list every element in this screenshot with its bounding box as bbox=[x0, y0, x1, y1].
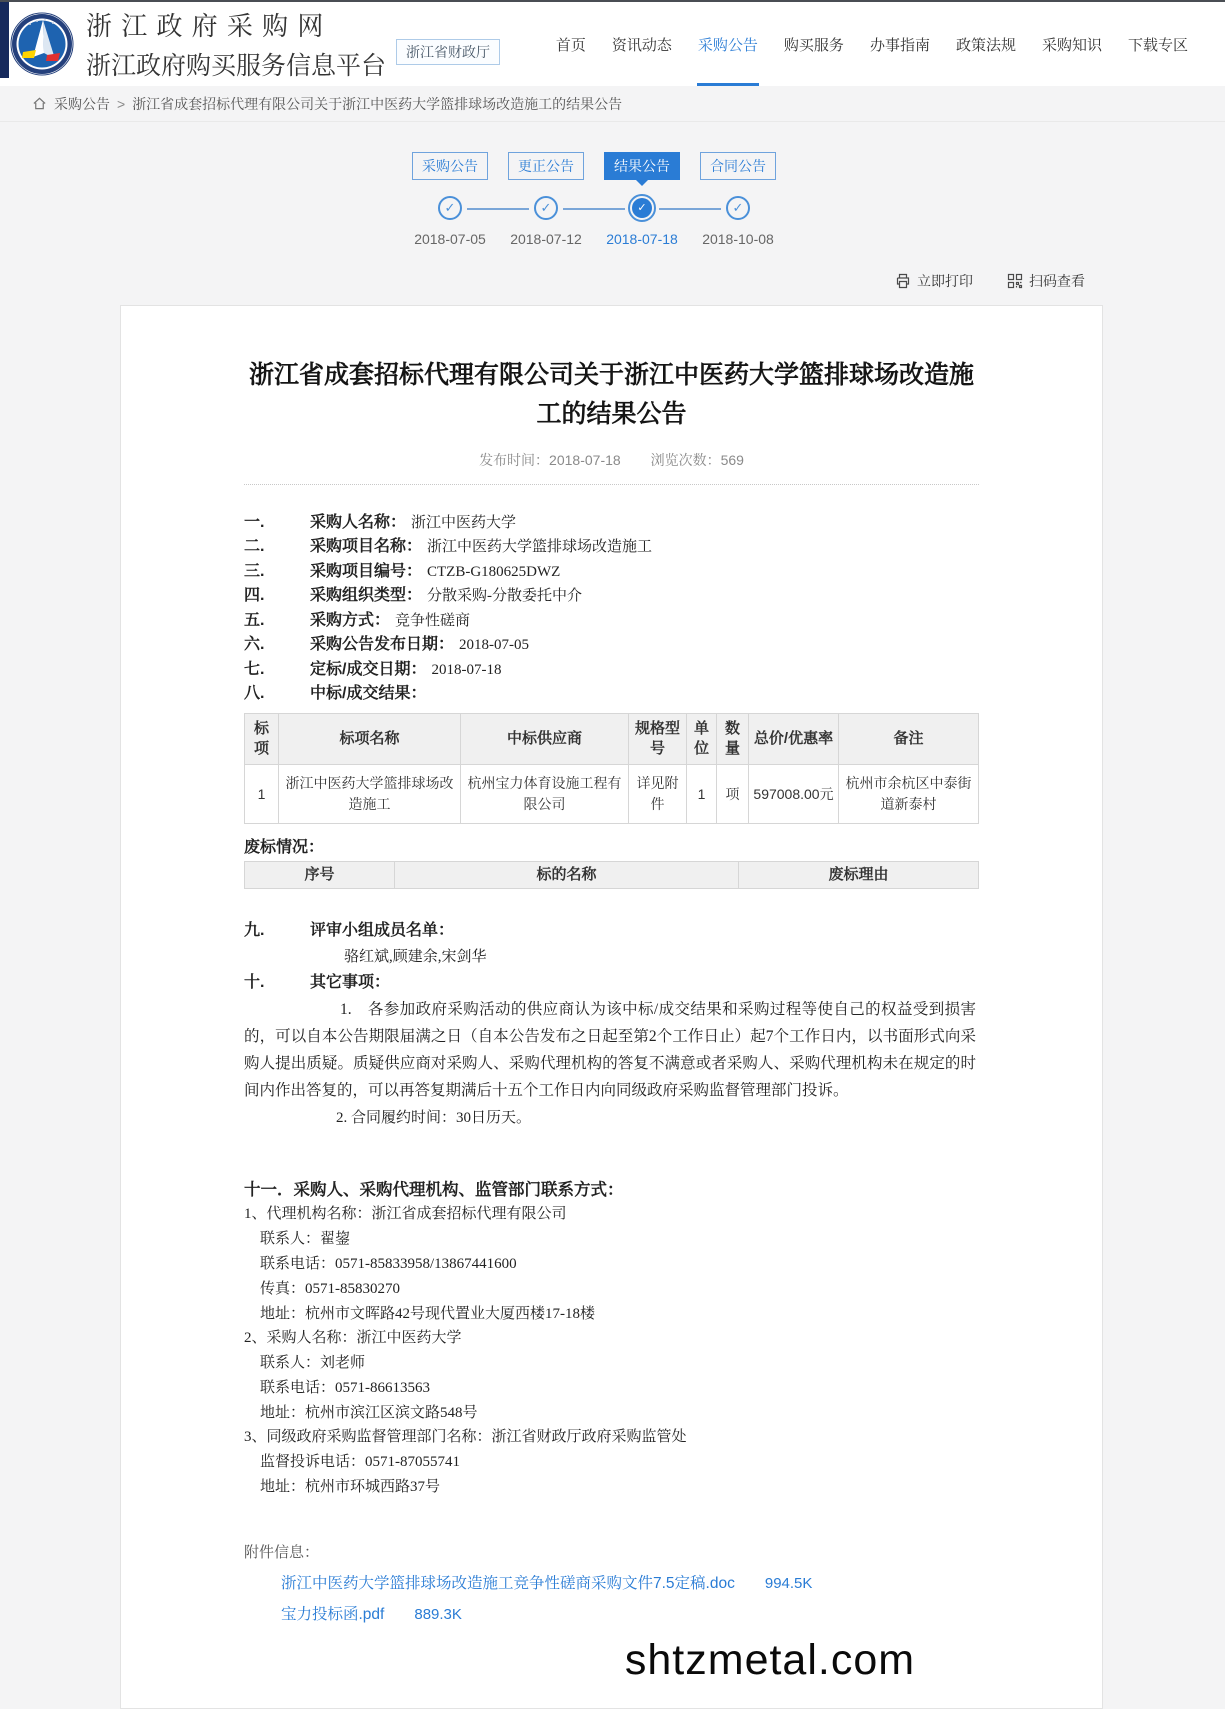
contact-group-2 bbox=[244, 1329, 976, 1423]
item-value bbox=[426, 682, 431, 707]
stepper-step-4 bbox=[690, 152, 786, 247]
info-item-2 bbox=[244, 535, 976, 560]
contact-line: 监督投诉电话：0571-87055741 bbox=[260, 1454, 460, 1471]
attachment-row-1 bbox=[281, 1571, 976, 1593]
site-subtitle: 浙江政府购买服务信息平台 bbox=[86, 52, 387, 80]
item-label: 采购人名称： bbox=[310, 513, 407, 531]
step-date: 2018-07-05 bbox=[414, 231, 486, 247]
contact-line: 地址：杭州市环城西路37号 bbox=[260, 1479, 441, 1496]
scan-qr-button[interactable] bbox=[1007, 271, 1085, 291]
view-count: 浏览次数：569 bbox=[650, 451, 744, 468]
table-header-row bbox=[245, 862, 979, 889]
table-header-cell: 标的名称 bbox=[395, 862, 739, 889]
table-header-cell: 废标理由 bbox=[739, 862, 979, 889]
nav-item-1[interactable]: 首页 bbox=[555, 36, 586, 54]
contact-group-1 bbox=[244, 1205, 976, 1324]
site-logo-emblem bbox=[10, 12, 74, 76]
other-matters-paragraph: 1. 各参加政府采购活动的供应商认为该中标/成交结果和采购过程等使自己的权益受到损害的，可以自本公告期限届满之日（自本公告发布之日起至第2个工作日止）起7个工作日内，以书面形式向采购人提出质疑。质疑供应商对采购人、采购代理机构的答复不满意或者采购人、采购代理机构未在规定的时间内作出答复的，可以再答复期满后十五个工作日内向同级政府采购监督管理部门投诉。 bbox=[244, 1001, 976, 1100]
info-item-8 bbox=[244, 682, 976, 707]
attachments-section bbox=[244, 1541, 976, 1624]
print-button-label: 立即打印 bbox=[917, 273, 973, 289]
breadcrumb-root[interactable]: 采购公告 bbox=[54, 95, 110, 112]
section-number: 十. bbox=[244, 973, 265, 991]
table-header-cell: 规格型号 bbox=[629, 713, 687, 765]
table-cell: 杭州宝力体育设施工程有限公司 bbox=[461, 765, 629, 824]
announcement-stepper bbox=[402, 152, 786, 247]
step-date: 2018-07-12 bbox=[510, 231, 582, 247]
step-label[interactable]: 更正公告 bbox=[508, 152, 584, 180]
publish-time: 发布时间：2018-07-18 bbox=[479, 451, 621, 468]
breadcrumb-current: 浙江省成套招标代理有限公司关于浙江中医药大学篮排球场改造施工的结果公告 bbox=[132, 95, 623, 112]
step-check-inner: ✓ bbox=[632, 198, 652, 218]
item-number: 一. bbox=[244, 513, 265, 531]
print-button[interactable] bbox=[895, 271, 973, 291]
contact-group-title: 3、同级政府采购监督管理部门名称：浙江省财政厅政府采购监管处 bbox=[244, 1429, 687, 1446]
contact-line: 联系电话：0571-86613563 bbox=[260, 1380, 430, 1397]
info-item-7 bbox=[244, 658, 976, 683]
item-value: 2018-07-18 bbox=[431, 661, 502, 678]
item-label: 采购方式： bbox=[310, 611, 391, 629]
nav-item-3[interactable]: 采购公告 bbox=[685, 2, 771, 86]
item-number: 三. bbox=[244, 562, 265, 580]
item-label: 中标/成交结果： bbox=[310, 685, 427, 702]
item-value: CTZB-G180625DWZ bbox=[427, 563, 561, 580]
item-value: 2018-07-05 bbox=[459, 637, 530, 653]
section-label: 其它事项： bbox=[310, 973, 391, 991]
attachment-link[interactable]: 宝力投标函.pdf bbox=[281, 1606, 385, 1624]
qr-code-icon bbox=[1007, 273, 1023, 289]
announcement-body bbox=[121, 485, 1102, 1695]
item-value: 浙江中医药大学 bbox=[411, 514, 517, 531]
site-title-block bbox=[86, 6, 386, 82]
contact-group-title: 1、代理机构名称：浙江省成套招标代理有限公司 bbox=[244, 1206, 567, 1223]
attachment-size: 994.5K bbox=[764, 1575, 813, 1593]
step-check-icon: ✓ bbox=[534, 196, 558, 220]
item-label: 采购组织类型： bbox=[310, 587, 423, 604]
site-header bbox=[0, 0, 1225, 86]
table-cell: 1 bbox=[687, 765, 717, 824]
info-items bbox=[244, 511, 976, 707]
item-label: 采购公告发布日期： bbox=[310, 636, 455, 653]
watermark-text: shtzmetal.com bbox=[624, 1636, 916, 1685]
step-tag-wrap bbox=[498, 152, 594, 192]
table-header-cell: 数量 bbox=[717, 713, 749, 765]
info-item-6 bbox=[244, 633, 976, 658]
step-arrow-icon bbox=[636, 180, 648, 186]
contacts-list bbox=[244, 1205, 976, 1497]
step-label[interactable]: 结果公告 bbox=[604, 152, 680, 180]
step-check-icon bbox=[628, 194, 656, 222]
attachment-link[interactable]: 浙江中医药大学篮排球场改造施工竞争性磋商采购文件7.5定稿.doc bbox=[281, 1575, 735, 1593]
stepper-step-3 bbox=[594, 152, 690, 247]
step-check-icon: ✓ bbox=[438, 196, 462, 220]
section-label: 评审小组成员名单： bbox=[310, 922, 455, 940]
attachment-files bbox=[244, 1571, 976, 1624]
home-icon bbox=[32, 96, 47, 111]
award-result-table bbox=[244, 713, 979, 825]
announcement-title: 浙江省成套招标代理有限公司关于浙江中医药大学篮排球场改造施工的结果公告 bbox=[248, 361, 974, 428]
step-label[interactable]: 合同公告 bbox=[700, 152, 776, 180]
item-number: 七. bbox=[244, 660, 265, 678]
nav-item-8[interactable]: 下载专区 bbox=[1127, 36, 1188, 54]
item-value: 分散采购-分散委托中介 bbox=[427, 588, 583, 604]
stepper-zone bbox=[0, 122, 1225, 247]
table-header-cell: 总价/优惠率 bbox=[749, 713, 839, 765]
contact-line: 联系人：翟鋆 bbox=[260, 1231, 351, 1248]
other-matters-section bbox=[244, 971, 976, 996]
contact-line: 联系人：刘老师 bbox=[260, 1355, 366, 1372]
table-header-cell: 序号 bbox=[245, 862, 395, 889]
table-header-cell: 中标供应商 bbox=[461, 713, 629, 765]
contact-line: 联系电话：0571-85833958/13867441600 bbox=[260, 1256, 517, 1273]
step-tag-wrap bbox=[402, 152, 498, 192]
table-cell: 浙江中医药大学篮排球场改造施工 bbox=[279, 765, 461, 824]
review-panel-members: 骆红斌,顾建余,宋剑华 bbox=[344, 948, 487, 965]
table-header-cell: 标项 bbox=[245, 713, 279, 765]
info-item-4 bbox=[244, 584, 976, 609]
rejected-bids-table bbox=[244, 861, 979, 889]
scan-qr-button-label: 扫码查看 bbox=[1029, 273, 1085, 289]
item-label: 采购项目编号： bbox=[310, 562, 423, 580]
stepper-step-2 bbox=[498, 152, 594, 247]
attachment-row-2 bbox=[281, 1602, 976, 1624]
step-check-icon: ✓ bbox=[726, 196, 750, 220]
table-header-cell: 标项名称 bbox=[279, 713, 461, 765]
info-item-1 bbox=[244, 511, 976, 536]
table-cell: 杭州市余杭区中泰街道新泰村 bbox=[839, 765, 979, 824]
review-panel-section bbox=[244, 919, 976, 944]
contact-line: 地址：杭州市滨江区滨文路548号 bbox=[260, 1405, 478, 1422]
table-cell: 1 bbox=[245, 765, 279, 824]
info-item-5 bbox=[244, 609, 976, 634]
info-item-3 bbox=[244, 560, 976, 585]
contacts-heading: 十一．采购人、采购代理机构、监管部门联系方式： bbox=[244, 1181, 624, 1200]
table-cell: 项 bbox=[717, 765, 749, 824]
table-row bbox=[245, 765, 979, 824]
announcement-meta bbox=[121, 450, 1102, 470]
contact-group-title: 2、采购人名称：浙江中医药大学 bbox=[244, 1330, 462, 1347]
table-header-row bbox=[245, 713, 979, 765]
step-circle-area bbox=[690, 192, 786, 224]
step-tag-wrap bbox=[594, 152, 690, 192]
finance-department-badge: 浙江省财政厅 bbox=[396, 39, 500, 65]
rejected-bids-label: 废标情况： bbox=[244, 839, 325, 856]
table-cell: 597008.00元 bbox=[749, 765, 839, 824]
contact-line: 传真：0571-85830270 bbox=[260, 1281, 400, 1298]
item-label: 定标/成交日期： bbox=[310, 660, 427, 678]
step-date: 2018-07-18 bbox=[606, 231, 678, 247]
site-title: 浙 江 政 府 采 购 网 bbox=[86, 11, 325, 41]
announcement-card bbox=[120, 305, 1103, 1709]
item-value: 浙江中医药大学篮排球场改造施工 bbox=[427, 539, 653, 555]
left-edge-strip bbox=[0, 2, 9, 78]
breadcrumb-separator: > bbox=[117, 95, 126, 112]
nav-item-5[interactable]: 办事指南 bbox=[869, 36, 930, 54]
step-label[interactable]: 采购公告 bbox=[412, 152, 488, 180]
attachments-label: 附件信息： bbox=[244, 1544, 320, 1562]
item-number: 六. bbox=[244, 636, 265, 653]
table-cell: 详见附件 bbox=[629, 765, 687, 824]
contact-line: 地址：杭州市文晖路42号现代置业大厦西楼17-18楼 bbox=[260, 1306, 595, 1323]
nav-item-6[interactable]: 政策法规 bbox=[955, 36, 1016, 54]
table-header-cell: 单位 bbox=[687, 713, 717, 765]
contract-duration-paragraph: 2. 合同履约时间：30日历天。 bbox=[336, 1110, 532, 1127]
item-value: 竞争性磋商 bbox=[395, 612, 471, 629]
contact-group-3 bbox=[244, 1428, 976, 1497]
table-header-cell: 备注 bbox=[839, 713, 979, 765]
breadcrumb bbox=[0, 86, 1225, 122]
step-tag-wrap bbox=[690, 152, 786, 192]
item-label: 采购项目名称： bbox=[310, 538, 423, 555]
printer-icon bbox=[895, 273, 911, 289]
actions-row bbox=[0, 247, 1225, 305]
nav-item-2[interactable]: 资讯动态 bbox=[611, 36, 672, 54]
item-number: 五. bbox=[244, 611, 265, 629]
item-number: 四. bbox=[244, 587, 265, 604]
section-number: 九. bbox=[244, 922, 265, 940]
attachment-size: 889.3K bbox=[414, 1606, 462, 1624]
watermark-row bbox=[244, 1636, 976, 1694]
stepper-step-1 bbox=[402, 152, 498, 247]
nav-item-7[interactable]: 采购知识 bbox=[1041, 36, 1102, 54]
main-nav bbox=[543, 2, 1225, 86]
step-date: 2018-10-08 bbox=[702, 231, 774, 247]
item-number: 八. bbox=[244, 685, 265, 702]
nav-item-4[interactable]: 购买服务 bbox=[783, 36, 844, 54]
item-number: 二. bbox=[244, 538, 265, 555]
